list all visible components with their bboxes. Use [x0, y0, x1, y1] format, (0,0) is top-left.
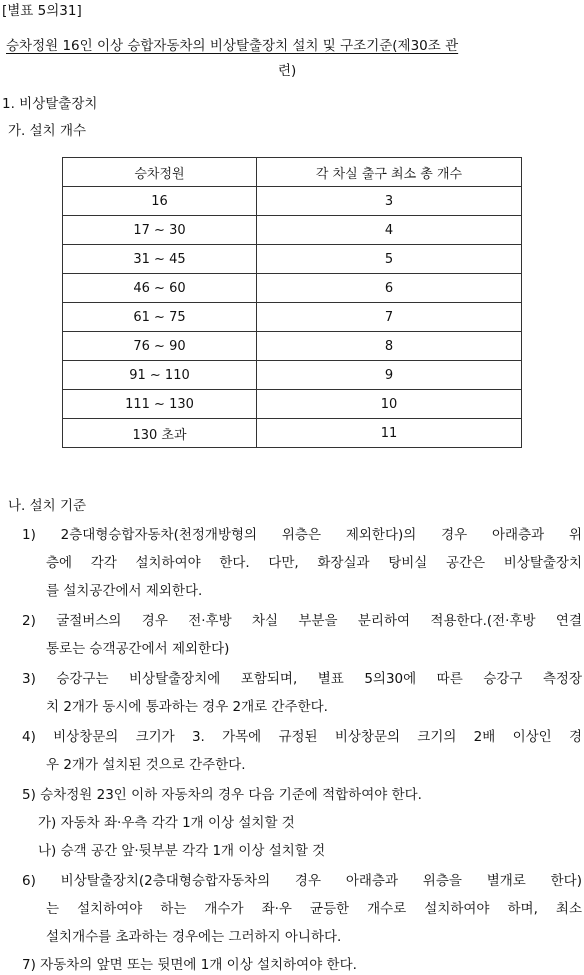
table-row — [63, 390, 522, 419]
criterion-3-line-2: 치 2개가 동시에 통과하는 경우 2개로 간주한다. — [46, 699, 328, 715]
table-cell-exit-count: 4 — [257, 216, 522, 245]
exit-count-table — [62, 157, 522, 448]
criterion-6-line-2: 는 설치하여야 하는 개수가 좌·우 균등한 개수로 설치하여야 하며, 최소 — [46, 901, 582, 917]
document-title: 승차정원 16인 이상 승합자동차의 비상탈출장치 설치 및 구조기준(제30조 관 — [6, 38, 459, 54]
criterion-2-line-2: 통로는 승객공간에서 제외한다) — [46, 641, 230, 657]
table-cell-capacity: 111 ~ 130 — [63, 390, 257, 419]
table-cell-capacity: 130 초과 — [63, 419, 257, 448]
criterion-5-sub-a: 가) 자동차 좌·우측 각각 1개 이상 설치할 것 — [38, 815, 295, 831]
table-row — [63, 419, 522, 448]
table-cell-capacity: 76 ~ 90 — [63, 332, 257, 361]
table-header-capacity: 승차정원 — [63, 158, 257, 187]
table-row — [63, 245, 522, 274]
table-cell-capacity: 31 ~ 45 — [63, 245, 257, 274]
criterion-5-sub-b: 나) 승객 공간 앞·뒷부분 각각 1개 이상 설치할 것 — [38, 843, 326, 859]
table-cell-capacity: 46 ~ 60 — [63, 274, 257, 303]
table-row — [63, 216, 522, 245]
table-cell-capacity: 17 ~ 30 — [63, 216, 257, 245]
criterion-1-line-2: 층에 각각 설치하여야 한다. 다만, 화장실과 탕비실 공간은 비상탈출장치 — [46, 555, 582, 571]
table-row — [63, 187, 522, 216]
table-row — [63, 274, 522, 303]
criterion-2-line-1: 2) 굴절버스의 경우 전·후방 차실 부분을 분리하여 적용한다.(전·후방 연결 — [22, 613, 582, 629]
criterion-1-line-1: 1) 2층대형승합자동차(천정개방형의 위층은 제외한다)의 경우 아래층과 위 — [22, 527, 582, 543]
table-row — [63, 303, 522, 332]
table-cell-exit-count: 9 — [257, 361, 522, 390]
criterion-3-line-1: 3) 승강구는 비상탈출장치에 포함되며, 별표 5의30에 따른 승강구 측정장 — [22, 671, 582, 687]
criterion-6-line-1: 6) 비상탈출장치(2층대형승합자동차의 경우 아래층과 위층을 별개로 한다) — [22, 873, 582, 889]
table-header-exit-count: 각 차실 출구 최소 총 개수 — [257, 158, 522, 187]
table-row — [63, 332, 522, 361]
table-cell-exit-count: 8 — [257, 332, 522, 361]
table-cell-capacity: 61 ~ 75 — [63, 303, 257, 332]
criterion-6-line-3: 설치개수를 초과하는 경우에는 그러하지 아니하다. — [46, 929, 342, 945]
table-cell-exit-count: 10 — [257, 390, 522, 419]
table-header-row — [63, 158, 522, 187]
subsection-heading-count: 가. 설치 개수 — [8, 123, 87, 139]
criterion-4-line-2: 우 2개가 설치된 것으로 간주한다. — [46, 757, 246, 773]
criterion-5-line-1: 5) 승차정원 23인 이하 자동차의 경우 다음 기준에 적합하여야 한다. — [22, 787, 422, 803]
table-cell-capacity: 16 — [63, 187, 257, 216]
table-cell-exit-count: 6 — [257, 274, 522, 303]
document-title-continued: 련) — [278, 63, 297, 79]
table-cell-exit-count: 3 — [257, 187, 522, 216]
table-cell-capacity: 91 ~ 110 — [63, 361, 257, 390]
section-heading: 1. 비상탈출장치 — [2, 96, 98, 112]
subsection-heading-criteria: 나. 설치 기준 — [8, 498, 87, 514]
criterion-4-line-1: 4) 비상창문의 크기가 3. 가목에 규정된 비상창문의 크기의 2배 이상인 경 — [22, 729, 582, 745]
table-cell-exit-count: 5 — [257, 245, 522, 274]
criterion-7-line-1: 7) 자동차의 앞면 또는 뒷면에 1개 이상 설치하여야 한다. — [22, 957, 357, 973]
table-cell-exit-count: 11 — [257, 419, 522, 448]
table-cell-exit-count: 7 — [257, 303, 522, 332]
table-row — [63, 361, 522, 390]
annex-tag: [별표 5의31] — [2, 3, 82, 19]
criterion-1-line-3: 를 설치공간에서 제외한다. — [46, 583, 203, 599]
